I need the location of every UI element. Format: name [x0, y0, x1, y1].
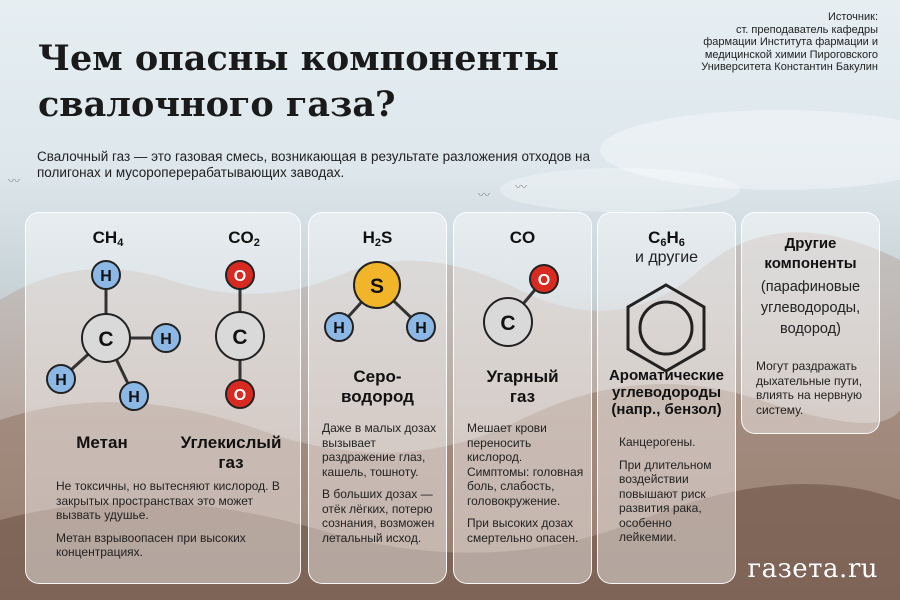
benzene-ring-icon [598, 279, 735, 374]
atom-label: H [100, 268, 112, 285]
co2-molecule-icon [204, 253, 284, 413]
atom-label: H [333, 320, 345, 337]
name-line: газ [509, 387, 536, 406]
name-other-components [742, 234, 879, 274]
gazeta-logo: газета.ru [747, 554, 878, 584]
formula-base: S [381, 228, 393, 247]
formula-subscript: 6 [678, 237, 685, 249]
card-description [322, 421, 438, 553]
formula-subscript: 2 [374, 237, 382, 249]
intro-text: Свалочный газ — это газовая смесь, возникающая в результате разложения отходов на полигонах и мусороперерабатывающих заводах. [37, 149, 590, 180]
formula-base: CH [92, 228, 118, 247]
bird-icon: 〰 [515, 180, 528, 194]
formula-base: C [648, 228, 661, 247]
card-aromatic-hydrocarbons [597, 212, 736, 584]
name-line: Угарный [486, 367, 559, 386]
desc-paragraph: Мешает крови переносить кислород. Симптомы: головная боль, слабость, головокружение. [467, 421, 584, 508]
name-line: компоненты [764, 255, 857, 272]
card-hydrogen-sulfide [308, 212, 447, 584]
source-line: медицинской химии Пироговского [704, 48, 878, 61]
atom-label: C [98, 328, 114, 351]
desc-paragraph: В больших дозах — отёк лёгких, потерю сознания, возможен летальный исход. [322, 487, 435, 545]
source-line: ст. преподаватель кафедры [735, 23, 878, 36]
desc-paragraph: При длительном воздействии повышают риск развития рака, особенно лейкемии. [619, 457, 712, 544]
card-description [619, 435, 729, 553]
formula-suffix: и другие [634, 249, 699, 266]
name-carbon-monoxide [454, 367, 591, 407]
card-description [467, 421, 585, 553]
methane-molecule-icon [34, 253, 194, 413]
other-components-subtitle: (парафиновые углеводороды, водород) [760, 279, 861, 337]
atom-label: H [160, 331, 172, 348]
desc-paragraph: Канцерогены. [619, 435, 696, 449]
name-line: Серо- [353, 367, 402, 386]
name-hydrogen-sulfide [309, 367, 446, 407]
formula-subscript: 6 [660, 237, 667, 249]
desc-paragraph: Не токсичны, но вытесняют кислород. В закрытых пространствах это может вызвать удушье. [56, 479, 280, 522]
name-line: Ароматические [608, 367, 725, 384]
h2s-molecule-icon [309, 255, 446, 365]
co-molecule-icon [454, 255, 591, 365]
desc-paragraph: Метан взрывоопасен при высоких концентрациях. [56, 530, 246, 559]
formula-h2s [309, 228, 446, 249]
card-carbon-monoxide [453, 212, 592, 584]
name-methane: Метан [76, 433, 128, 452]
source-line: Университета Константин Бакулин [701, 61, 878, 73]
formula-ch4 [78, 228, 138, 249]
desc-paragraph: При высоких дозах смертельно опасен. [467, 516, 579, 545]
atom-label: O [537, 272, 551, 289]
atom-label: O [233, 268, 247, 285]
source-line: фармации Института фармации и [703, 36, 878, 48]
atom-label: H [128, 389, 140, 406]
atom-label: O [233, 387, 247, 404]
formula-c6h6 [598, 228, 735, 249]
source-credit [578, 11, 878, 74]
formula-co: CO [509, 228, 536, 247]
card-other-components [741, 212, 880, 434]
bird-icon: 〰 [478, 188, 491, 202]
name-aromatic-hydrocarbons [594, 367, 739, 418]
atom-label: C [500, 312, 516, 335]
page-title: Чем опасны компоненты свалочного газа? [38, 38, 559, 125]
formula-base: H [362, 228, 375, 247]
formula-co2 [214, 228, 274, 249]
name-line: водород [341, 387, 414, 406]
desc-paragraph: Даже в малых дозах вызывает раздражение глаз, кашель, тошноту. [322, 421, 437, 479]
name-line: Другие [784, 235, 837, 252]
card-description [56, 479, 294, 568]
atom-label: S [369, 275, 385, 298]
formula-base: H [666, 228, 679, 247]
formula-subscript: 2 [253, 237, 260, 249]
atom-label: H [55, 372, 67, 389]
desc-paragraph: Могут раздражать дыхательные пути, влиять на нервную систему. [756, 359, 863, 417]
card-description [756, 359, 872, 425]
name-co2: Углекислый газ [180, 433, 282, 472]
bird-icon: 〰 [8, 174, 21, 188]
name-line: (напр., бензол) [611, 401, 722, 418]
source-label: Источник: [827, 11, 878, 23]
atom-label: C [232, 326, 248, 349]
formula-subscript: 4 [117, 237, 124, 249]
formula-base: CO [228, 228, 254, 247]
card-methane-co2 [25, 212, 301, 584]
name-line: углеводороды [611, 384, 722, 401]
atom-label: H [415, 320, 427, 337]
